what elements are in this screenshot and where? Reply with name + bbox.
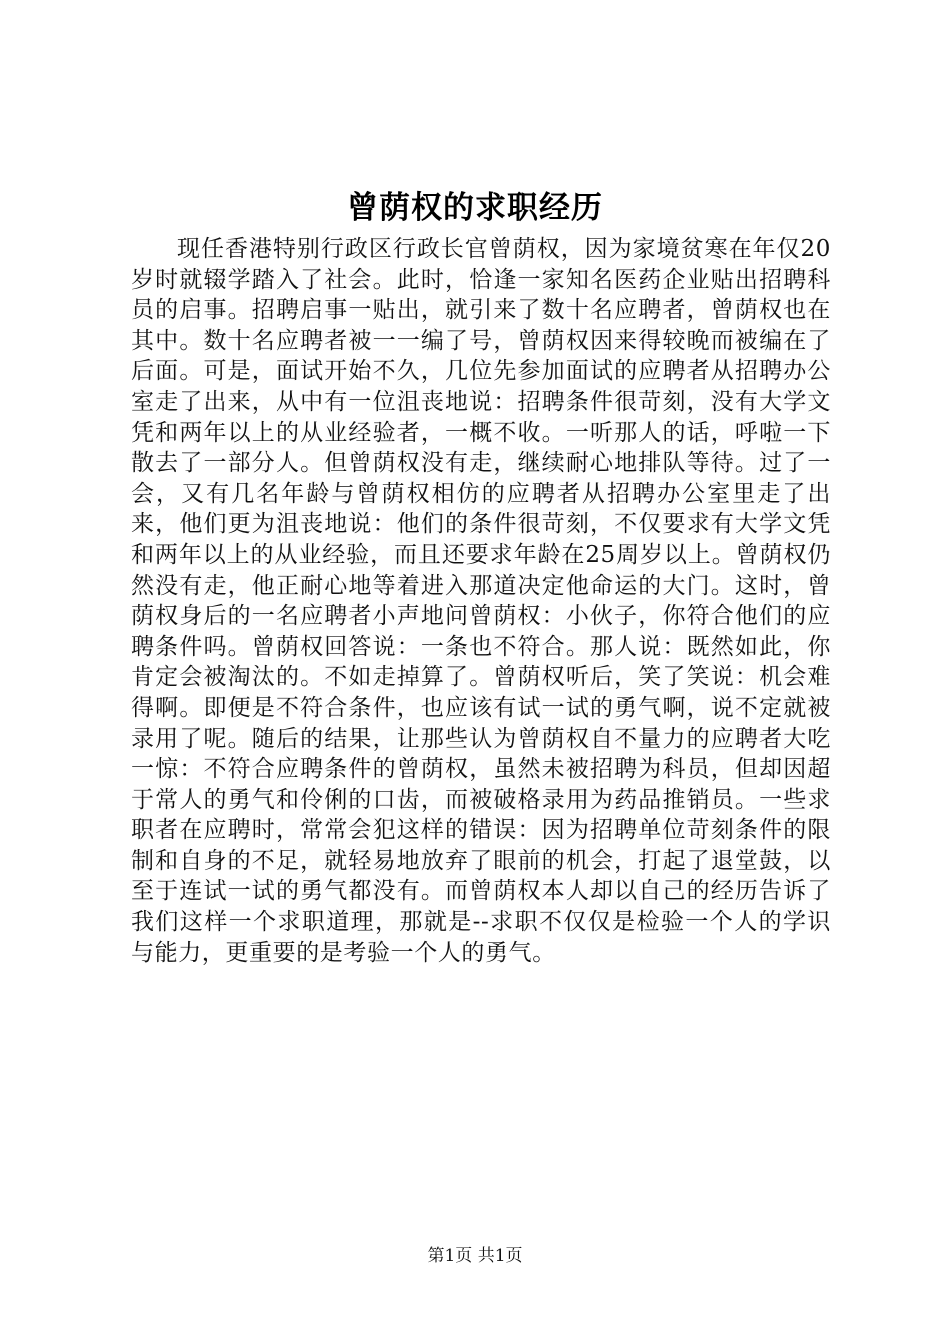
document-title: 曾荫权的求职经历 — [347, 190, 603, 226]
document-body-paragraph: 现任香港特别行政区行政长官曾荫权，因为家境贫寒在年仅20岁时就辍学踏入了社会。此时，恰逢一家知名医药企业贴出招聘科员的启事。招聘启事一贴出，就引来了数十名应聘者，曾荫权也在其中。数十名应聘者被一一编了号，曾荫权因来得较晚而被编在了后面。可是，面试开始不久，几位先参加面试的应聘者从招聘办公室走了出来，从中有一位沮丧地说：招聘条件很苛刻，没有大学文凭和两年以上的从业经验者，一概不收。一听那人的话，呼啦一下散去了一部分人。但曾荫权没有走，继续耐心地排队等待。过了一会，又有几名年龄与曾荫权相仿的应聘者从招聘办公室里走了出来，他们更为沮丧地说：他们的条件很苛刻，不仅要求有大学文凭和两年以上的从业经验，而且还要求年龄在25周岁以上。曾荫权仍然没有走，他正耐心地等着进入那道决定他命运的大门。这时，曾荫权身后的一名应聘者小声地问曾荫权：小伙子，你符合他们的应聘条件吗。曾荫权回答说：一条也不符合。那人说：既然如此，你肯定会被淘汰的。不如走掉算了。曾荫权听后，笑了笑说：机会难得啊。即便是不符合条件，也应该有试一试的勇气啊，说不定就被录用了呢。随后的结果，让那些认为曾荫权自不量力的应聘者大吃一惊：不符合应聘条件的曾荫权，虽然未被招聘为科员，但却因超于常人的勇气和伶俐的口齿，而被破格录用为药品推销员。一些求职者在应聘时，常常会犯这样的错误：因为招聘单位苛刻条件的限制和自身的不足，就轻易地放弃了眼前的机会，打起了退堂鼓，以至于连试一试的勇气都没有。而曾荫权本人却以自己的经历告诉了我们这样一个求职道理，那就是--求职不仅仅是检验一个人的学识与能力，更重要的是考验一个人的勇气。 — [131, 236, 831, 966]
page-number-footer: 第1页 共1页 — [427, 1246, 523, 1266]
